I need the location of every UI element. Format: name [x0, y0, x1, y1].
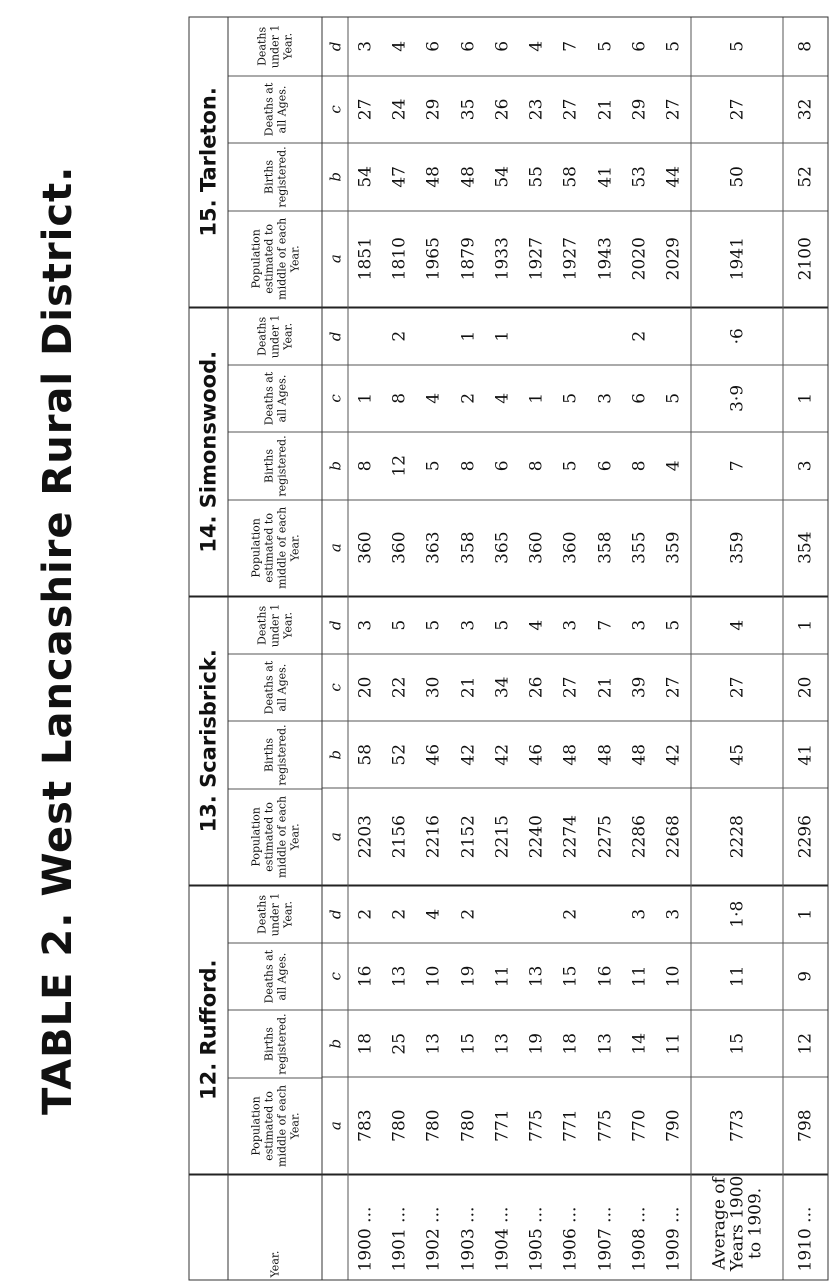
data-cell: 5	[417, 595, 451, 653]
data-cell: 6	[588, 432, 622, 499]
data-cell: 790	[656, 1077, 690, 1173]
data-cell: 1927	[519, 210, 553, 306]
data-cell: 5	[383, 595, 417, 653]
column-header-deaths-under-1: Deaths under 1 Year.	[229, 885, 322, 943]
data-cell: 27	[554, 653, 588, 720]
data-cell: ·6	[692, 306, 783, 364]
year-label: 1902 ...	[417, 1173, 451, 1279]
data-cell: 363	[417, 499, 451, 595]
data-cell: 13	[485, 1010, 519, 1077]
district-name: 14. Simonswood.	[190, 306, 228, 595]
data-cell: 26	[485, 75, 519, 142]
data-cell: 783	[348, 1077, 382, 1173]
column-letter: d	[323, 595, 348, 653]
data-cell	[519, 306, 553, 364]
data-cell: 2228	[692, 788, 783, 884]
column-header-births: Births registered.	[229, 432, 322, 499]
data-cell: 780	[451, 1077, 485, 1173]
data-cell: 2296	[784, 788, 828, 884]
data-cell: 4	[526, 40, 547, 52]
year-label: 1900 ...	[348, 1173, 382, 1279]
data-cell: 10	[417, 942, 451, 1009]
data-cell: 6	[458, 40, 479, 52]
data-cell: 19	[519, 1010, 553, 1077]
column-letter: a	[323, 788, 348, 884]
data-cell: 359	[692, 499, 783, 595]
data-cell: 48	[588, 721, 622, 788]
data-cell: 24	[383, 75, 417, 142]
data-cell: 1941	[692, 210, 783, 306]
data-cell: 3·9	[692, 364, 783, 431]
data-cell: 2020	[622, 210, 656, 306]
table-row	[554, 18, 588, 1280]
data-cell: 5	[656, 364, 690, 431]
data-cell: 775	[588, 1077, 622, 1173]
data-cell: 2	[554, 884, 588, 942]
column-header-births: Births registered.	[229, 721, 322, 788]
data-cell: 365	[485, 499, 519, 595]
column-header-births: Births registered.	[229, 1010, 322, 1077]
data-cell: 2	[451, 364, 485, 431]
data-cell: 771	[485, 1077, 519, 1173]
data-cell	[588, 884, 622, 942]
year-label: 1901 ...	[383, 1173, 417, 1279]
column-header-population: Population estimated to middle of each Year.	[229, 499, 322, 595]
data-cell: 47	[383, 143, 417, 210]
column-header-deaths-under-1: Deaths under 1 Year.	[229, 306, 322, 364]
data-cell: 46	[417, 721, 451, 788]
data-cell: 1	[784, 884, 828, 942]
data-cell: 1	[348, 364, 382, 431]
data-cell: 2215	[485, 788, 519, 884]
data-cell: 1·8	[692, 884, 783, 942]
data-cell: 6	[622, 364, 656, 431]
data-cell: 13	[383, 942, 417, 1009]
data-cell: 27	[656, 75, 690, 142]
data-cell: 780	[383, 1077, 417, 1173]
data-cell: 1943	[588, 210, 622, 306]
data-cell: 3	[554, 595, 588, 653]
data-cell: 41	[588, 143, 622, 210]
average-row	[691, 18, 783, 1280]
data-cell: 5	[554, 432, 588, 499]
data-cell: 23	[519, 75, 553, 142]
data-cell: 6	[485, 432, 519, 499]
column-letter-row	[323, 18, 348, 1280]
data-cell: 11	[656, 1010, 690, 1077]
data-cell: 50	[692, 143, 783, 210]
table-row	[656, 18, 690, 1280]
data-cell: 27	[348, 75, 382, 142]
data-cell: 4	[519, 595, 553, 653]
data-cell: 2275	[588, 788, 622, 884]
district-name: 13. Scarisbrick.	[190, 595, 228, 884]
district-name: 12. Rufford.	[190, 884, 228, 1173]
column-letter: a	[323, 1077, 348, 1173]
data-cell: 2216	[417, 788, 451, 884]
year-label: 1903 ...	[451, 1173, 485, 1279]
data-cell: 7	[588, 595, 622, 653]
data-cell: 4	[417, 884, 451, 942]
data-cell: 2156	[383, 788, 417, 884]
data-cell: 26	[519, 653, 553, 720]
data-cell	[485, 884, 519, 942]
data-cell: 29	[417, 75, 451, 142]
table-row	[519, 18, 553, 1280]
data-cell: 4	[656, 432, 690, 499]
data-cell: 21	[451, 653, 485, 720]
column-header-deaths-under-1: Deaths under 1 Year.	[255, 24, 295, 69]
data-cell: 355	[622, 499, 656, 595]
data-cell: 1851	[348, 210, 382, 306]
data-cell: 3	[588, 364, 622, 431]
data-cell: 358	[588, 499, 622, 595]
data-cell: 3	[784, 432, 828, 499]
page-title: TABLE 2. West Lancashire Rural District.	[35, 165, 81, 1115]
data-cell	[417, 306, 451, 364]
data-cell: 10	[656, 942, 690, 1009]
year-label: 1910 ...	[784, 1173, 828, 1279]
data-cell: 25	[383, 1010, 417, 1077]
data-cell: 360	[383, 499, 417, 595]
table-row	[347, 18, 382, 1280]
data-cell: 20	[784, 653, 828, 720]
data-cell: 21	[588, 75, 622, 142]
data-cell: 11	[485, 942, 519, 1009]
data-cell: 32	[784, 75, 828, 142]
data-cell: 27	[554, 75, 588, 142]
data-cell: 42	[451, 721, 485, 788]
table-row	[485, 18, 519, 1280]
data-cell: 35	[451, 75, 485, 142]
data-cell: 16	[348, 942, 382, 1009]
data-cell: 2203	[348, 788, 382, 884]
data-cell: 19	[451, 942, 485, 1009]
data-cell: 360	[348, 499, 382, 595]
table-row	[383, 18, 417, 1280]
data-cell: 4	[692, 595, 783, 653]
year-spacer	[190, 1173, 228, 1279]
data-cell: 1933	[485, 210, 519, 306]
data-cell: 20	[348, 653, 382, 720]
data-cell: 6	[492, 40, 513, 52]
column-header-deaths: Deaths at all Ages.	[229, 75, 322, 142]
data-cell: 54	[348, 143, 382, 210]
data-cell: 48	[451, 143, 485, 210]
data-cell: 770	[622, 1077, 656, 1173]
data-cell: 798	[784, 1077, 828, 1173]
data-cell: 2286	[622, 788, 656, 884]
data-cell	[588, 306, 622, 364]
data-cell: 15	[692, 1010, 783, 1077]
year-label: 1907 ...	[588, 1173, 622, 1279]
data-cell: 1	[451, 306, 485, 364]
column-letter: c	[323, 942, 348, 1009]
data-cell: 5	[727, 40, 748, 52]
data-cell: 11	[622, 942, 656, 1009]
table-wrapper	[189, 0, 829, 1281]
data-cell: 27	[692, 653, 783, 720]
data-cell: 8	[795, 40, 816, 52]
data-cell: 12	[383, 432, 417, 499]
year-header: Year.	[229, 1174, 322, 1280]
data-cell: 13	[417, 1010, 451, 1077]
data-cell	[519, 884, 553, 942]
data-cell: 1	[784, 595, 828, 653]
data-cell: 8	[519, 432, 553, 499]
year-label: 1905 ...	[519, 1173, 553, 1279]
data-cell: 14	[622, 1010, 656, 1077]
data-cell: 5	[554, 364, 588, 431]
data-cell: 8	[383, 364, 417, 431]
year-label: 1909 ...	[656, 1173, 690, 1279]
column-letter: b	[323, 432, 348, 499]
data-cell: 2268	[656, 788, 690, 884]
data-cell: 44	[656, 143, 690, 210]
column-header-births: Births registered.	[229, 143, 322, 210]
mortality-table	[189, 17, 829, 1281]
data-cell	[554, 306, 588, 364]
data-cell: 773	[692, 1077, 783, 1173]
column-letter: b	[323, 1010, 348, 1077]
column-letter: a	[323, 210, 348, 306]
column-header-deaths: Deaths at all Ages.	[229, 942, 322, 1009]
data-cell: 4	[417, 364, 451, 431]
data-cell: 2	[622, 306, 656, 364]
year-label: 1908 ...	[622, 1173, 656, 1279]
data-cell: 42	[485, 721, 519, 788]
data-cell: 2	[451, 884, 485, 942]
data-cell: 780	[417, 1077, 451, 1173]
letter-spacer	[323, 1173, 348, 1279]
data-cell: 360	[554, 499, 588, 595]
data-cell: 15	[451, 1010, 485, 1077]
data-cell: 4	[389, 40, 410, 52]
data-cell: 18	[348, 1010, 382, 1077]
data-cell: 775	[519, 1077, 553, 1173]
data-cell	[656, 306, 690, 364]
data-cell: 2	[383, 306, 417, 364]
column-header-deaths-under-1: Deaths under 1 Year.	[229, 595, 322, 653]
data-cell: 3	[622, 595, 656, 653]
data-cell: 21	[588, 653, 622, 720]
data-cell: 2152	[451, 788, 485, 884]
data-cell: 3	[355, 40, 376, 52]
column-letter: d	[323, 306, 348, 364]
data-cell: 42	[656, 721, 690, 788]
table-row	[622, 18, 656, 1280]
data-cell: 52	[383, 721, 417, 788]
column-header-population: Population estimated to middle of each Year.	[229, 210, 322, 306]
data-cell: 2100	[784, 210, 828, 306]
data-cell: 5	[485, 595, 519, 653]
data-cell: 771	[554, 1077, 588, 1173]
data-cell: 11	[692, 942, 783, 1009]
data-cell: 45	[692, 721, 783, 788]
data-cell: 8	[451, 432, 485, 499]
column-letter: b	[323, 721, 348, 788]
data-cell: 58	[554, 143, 588, 210]
data-cell: 1965	[417, 210, 451, 306]
data-cell: 358	[451, 499, 485, 595]
data-cell: 27	[692, 75, 783, 142]
data-cell: 48	[622, 721, 656, 788]
data-cell: 6	[423, 40, 444, 52]
data-cell: 359	[656, 499, 690, 595]
data-cell: 360	[519, 499, 553, 595]
data-cell: 8	[622, 432, 656, 499]
column-letter: d	[323, 884, 348, 942]
column-letter: a	[323, 499, 348, 595]
table-row	[451, 18, 485, 1280]
data-cell: 1927	[554, 210, 588, 306]
data-cell: 2029	[656, 210, 690, 306]
data-cell: 48	[554, 721, 588, 788]
column-letter: d	[326, 41, 345, 52]
data-cell: 5	[595, 40, 616, 52]
data-cell: 6	[629, 40, 650, 52]
data-cell: 3	[451, 595, 485, 653]
data-cell: 7	[692, 432, 783, 499]
column-header-population: Population estimated to middle of each Year.	[229, 788, 322, 884]
data-cell: 1810	[383, 210, 417, 306]
year-label: 1904 ...	[485, 1173, 519, 1279]
data-cell: 39	[622, 653, 656, 720]
district-name: 15. Tarleton.	[196, 87, 221, 237]
data-cell: 12	[784, 1010, 828, 1077]
data-cell: 9	[784, 942, 828, 1009]
data-cell: 46	[519, 721, 553, 788]
column-header-deaths: Deaths at all Ages.	[229, 653, 322, 720]
data-cell: 1	[519, 364, 553, 431]
data-cell: 1879	[451, 210, 485, 306]
data-cell: 2	[383, 884, 417, 942]
data-cell: 3	[348, 595, 382, 653]
data-cell: 18	[554, 1010, 588, 1077]
data-cell: 27	[656, 653, 690, 720]
data-cell: 54	[485, 143, 519, 210]
data-cell	[348, 306, 382, 364]
data-cell: 58	[348, 721, 382, 788]
data-cell: 41	[784, 721, 828, 788]
data-cell: 22	[383, 653, 417, 720]
data-cell: 2274	[554, 788, 588, 884]
data-cell: 55	[519, 143, 553, 210]
data-cell: 52	[784, 143, 828, 210]
column-letter: b	[323, 143, 348, 210]
data-cell: 16	[588, 942, 622, 1009]
column-letter: c	[323, 653, 348, 720]
column-header-row	[229, 18, 323, 1280]
data-cell: 7	[560, 40, 581, 52]
data-cell: 5	[417, 432, 451, 499]
data-cell: 3	[622, 884, 656, 942]
column-header-population: Population estimated to middle of each Year.	[229, 1077, 322, 1173]
column-header-deaths: Deaths at all Ages.	[229, 364, 322, 431]
table-row-1910	[783, 18, 828, 1280]
data-cell: 13	[588, 1010, 622, 1077]
table-row	[588, 18, 622, 1280]
data-cell: 8	[348, 432, 382, 499]
data-cell: 34	[485, 653, 519, 720]
year-label: Average of Years 1900 to 1909.	[692, 1173, 783, 1279]
data-cell: 354	[784, 499, 828, 595]
district-header-row	[190, 18, 229, 1280]
data-cell	[784, 306, 828, 364]
data-cell: 1	[784, 364, 828, 431]
data-cell: 5	[656, 595, 690, 653]
data-cell: 2240	[519, 788, 553, 884]
data-cell: 48	[417, 143, 451, 210]
data-cell: 53	[622, 143, 656, 210]
data-cell: 13	[519, 942, 553, 1009]
data-cell: 30	[417, 653, 451, 720]
data-cell: 1	[485, 306, 519, 364]
data-cell: 2	[348, 884, 382, 942]
data-cell: 3	[656, 884, 690, 942]
table-row	[417, 18, 451, 1280]
column-letter: c	[323, 364, 348, 431]
data-cell: 5	[663, 40, 684, 52]
data-cell: 29	[622, 75, 656, 142]
data-cell: 4	[485, 364, 519, 431]
year-label: 1906 ...	[554, 1173, 588, 1279]
column-letter: c	[323, 75, 348, 142]
data-cell: 15	[554, 942, 588, 1009]
